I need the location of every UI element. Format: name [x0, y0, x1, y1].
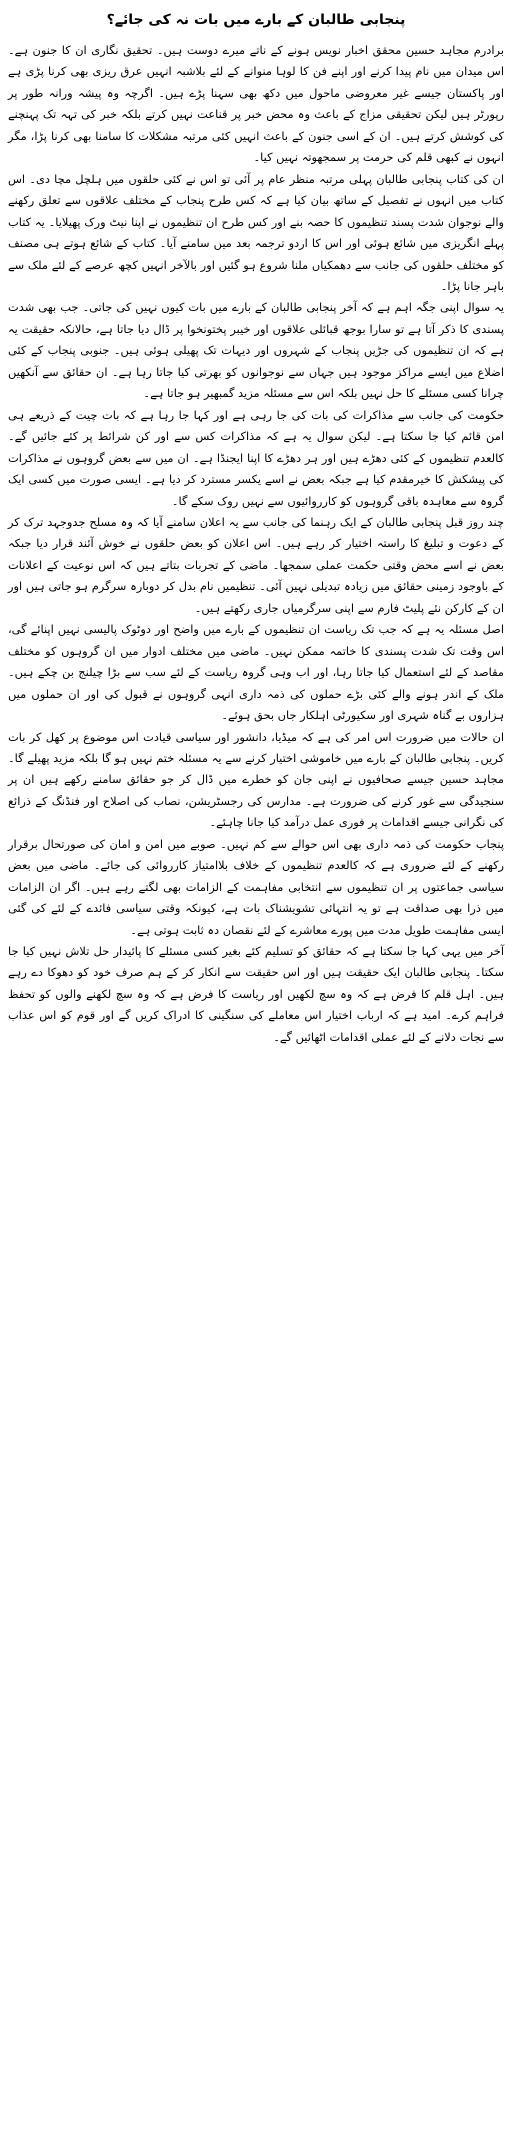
article-paragraph: ان کی کتاب پنجابی طالبان پہلی مرتبہ منظر عام پر آئی تو اس نے کئی حلقوں میں ہلچل مچا دی۔ اس کتاب میں انہوں نے تفصیل کے ساتھ بیان کیا ہے کہ کس طرح پنجاب کے مختلف علاقوں سے تعلق رکھنے والے نوجوان شدت پسند تنظیموں کا حصہ بنے اور کس طرح ان تنظیموں نے اپنا نیٹ ورک پھیلایا۔ یہ کتاب پہلے انگریزی میں شائع ہوئی اور اس کا اردو ترجمہ بعد میں سامنے آیا۔ کتاب کے شائع ہوتے ہی مصنف کو مختلف حلقوں کی جانب سے دھمکیاں ملنا شروع ہو گئیں اور بالآخر انہیں کچھ عرصے کے لئے ملک سے باہر جانا پڑا۔	[8, 171, 504, 293]
article-paragraph: برادرم مجاہد حسین محقق اخبار نویس ہونے کے ناتے میرے دوست ہیں۔ تحقیق نگاری ان کا جنون ہے۔ اس میدان میں نام پیدا کرنے اور اپنے فن کا لوہا منوانے کے لئے بلاشبہ انہیں عرق ریزی بھی کرنا پڑی ہے اور پاکستان جیسے غیر معروضی ماحول میں دکھ بھی سہنا پڑے ہیں۔ اگرچہ وہ پیشہ ورانہ طور پر رپورٹر ہیں لیکن تحقیقی مزاج کے باعث وہ محض خبر پر قناعت نہیں کرتے بلکہ خبر کی تہہ تک پہنچنے کی کوشش کرتے ہیں۔ ان کے اسی جنون کے باعث انہیں کئی مرتبہ مشکلات کا سامنا بھی کرنا پڑا، مگر انہوں نے کبھی قلم کی حرمت پر سمجھوتہ نہیں کیا۔	[8, 43, 504, 165]
article-paragraph: آخر میں یہی کہا جا سکتا ہے کہ حقائق کو تسلیم کئے بغیر کسی مسئلے کا پائیدار حل تلاش نہیں کیا جا سکتا۔ پنجابی طالبان ایک حقیقت ہیں اور اس حقیقت سے انکار کر کے ہم صرف خود کو دھوکا دے رہے ہیں۔ اہل قلم کا فرض ہے کہ وہ سچ لکھیں اور ریاست کا فرض ہے کہ وہ سچ لکھنے والوں کو تحفظ فراہم کرے۔ امید ہے کہ ارباب اختیار اس معاملے کی سنگینی کا ادراک کریں گے اور قوم کو اس عذاب سے نجات دلانے کے لئے عملی اقدامات اٹھائیں گے۔	[8, 944, 504, 1044]
article-paragraph: پنجاب حکومت کی ذمہ داری بھی اس حوالے سے کم نہیں۔ صوبے میں امن و امان کی صورتحال برقرار رکھنے کے لئے ضروری ہے کہ کالعدم تنظیموں کے خلاف بلاامتیاز کارروائی کی جائے۔ ماضی میں بعض سیاسی جماعتوں پر ان تنظیموں سے انتخابی مفاہمت کے الزامات بھی لگتے رہے ہیں۔ اگر ان الزامات میں ذرا بھی صداقت ہے تو یہ انتہائی تشویشناک بات ہے، کیونکہ وقتی سیاسی فائدے کے لئے کی گئی ایسی مفاہمت طویل مدت میں پورے معاشرے کے لئے نقصان دہ ثابت ہوتی ہے۔	[8, 836, 504, 937]
article-paragraph: چند روز قبل پنجابی طالبان کے ایک رہنما کی جانب سے یہ اعلان سامنے آیا کہ وہ مسلح جدوجہد ترک کر کے دعوت و تبلیغ کا راستہ اختیار کر رہے ہیں۔ اس اعلان کو بعض حلقوں نے خوش آئند قرار دیا جبکہ بعض نے اسے محض وقتی حکمت عملی سمجھا۔ ماضی کے تجربات بتاتے ہیں کہ اس نوعیت کے اعلانات کے باوجود زمینی حقائق میں زیادہ تبدیلی نہیں آئی۔ تنظیمیں نام بدل کر دوبارہ سرگرم ہو جاتی ہیں اور ان کے کارکن نئے پلیٹ فارم سے اپنی سرگرمیاں جاری رکھتے ہیں۔	[8, 514, 504, 615]
article-paragraph: حکومت کی جانب سے مذاکرات کی بات کی جا رہی ہے اور کہا جا رہا ہے کہ بات چیت کے ذریعے ہی امن قائم کیا جا سکتا ہے۔ لیکن سوال یہ ہے کہ مذاکرات کس سے اور کن شرائط پر کئے جائیں گے۔ کالعدم تنظیموں کے کئی دھڑے ہیں اور ہر دھڑے کا اپنا ایجنڈا ہے۔ ان میں سے بعض گروہوں نے مذاکرات کی پیشکش کا خیرمقدم کیا ہے جبکہ بعض نے اسے یکسر مسترد کر دیا ہے۔ ایسی صورت میں کسی ایک گروہ سے معاہدہ باقی گروہوں کو کارروائیوں سے نہیں روک سکے گا۔	[8, 407, 504, 508]
article-paragraph: یہ سوال اپنی جگہ اہم ہے کہ آخر پنجابی طالبان کے بارے میں بات کیوں نہیں کی جاتی۔ جب بھی شدت پسندی کا ذکر آتا ہے تو سارا بوجھ قبائلی علاقوں اور خیبر پختونخوا پر ڈال دیا جاتا ہے، حالانکہ حقیقت یہ ہے کہ ان تنظیموں کی جڑیں پنجاب کے شہروں اور دیہات تک پھیلی ہوئی ہیں۔ جنوبی پنجاب کے کئی اضلاع میں ایسے مراکز موجود ہیں جہاں سے نوجوانوں کو بھرتی کیا جاتا رہا ہے۔ ان حقائق سے آنکھیں چرانا کسی مسئلے کا حل نہیں بلکہ اس سے مسئلہ مزید گمبھیر ہو جاتا ہے۔	[8, 300, 504, 401]
article-paragraph: ان حالات میں ضرورت اس امر کی ہے کہ میڈیا، دانشور اور سیاسی قیادت اس موضوع پر کھل کر بات کریں۔ پنجابی طالبان کے بارے میں خاموشی اختیار کرنے سے یہ مسئلہ ختم نہیں ہو گا بلکہ مزید پھیلے گا۔ مجاہد حسین جیسے صحافیوں نے اپنی جان کو خطرے میں ڈال کر جو حقائق سامنے رکھے ہیں ان پر سنجیدگی سے غور کرنے کی ضرورت ہے۔ مدارس کی رجسٹریشن، نصاب کی اصلاح اور فنڈنگ کے ذرائع کی نگرانی جیسے اقدامات پر فوری عمل درآمد کیا جانا چاہئے۔	[8, 729, 504, 830]
article-body	[8, 40, 504, 1048]
article-paragraph: اصل مسئلہ یہ ہے کہ جب تک ریاست ان تنظیموں کے بارے میں واضح اور دوٹوک پالیسی نہیں اپنائے گی، اس وقت تک شدت پسندی کا خاتمہ ممکن نہیں۔ ماضی میں مختلف ادوار میں ان گروہوں کو مختلف مقاصد کے لئے استعمال کیا جاتا رہا، اور اب وہی گروہ ریاست کے لئے سب سے بڑا چیلنج بن چکے ہیں۔ ملک کے اندر ہونے والے کئی بڑے حملوں کی ذمہ داری انہی گروہوں نے قبول کی اور ان حملوں میں ہزاروں بے گناہ شہری اور سکیورٹی اہلکار جاں بحق ہوئے۔	[8, 622, 504, 723]
article-headline: پنجابی طالبان کے بارے میں بات نہ کی جائے؟	[106, 12, 406, 28]
